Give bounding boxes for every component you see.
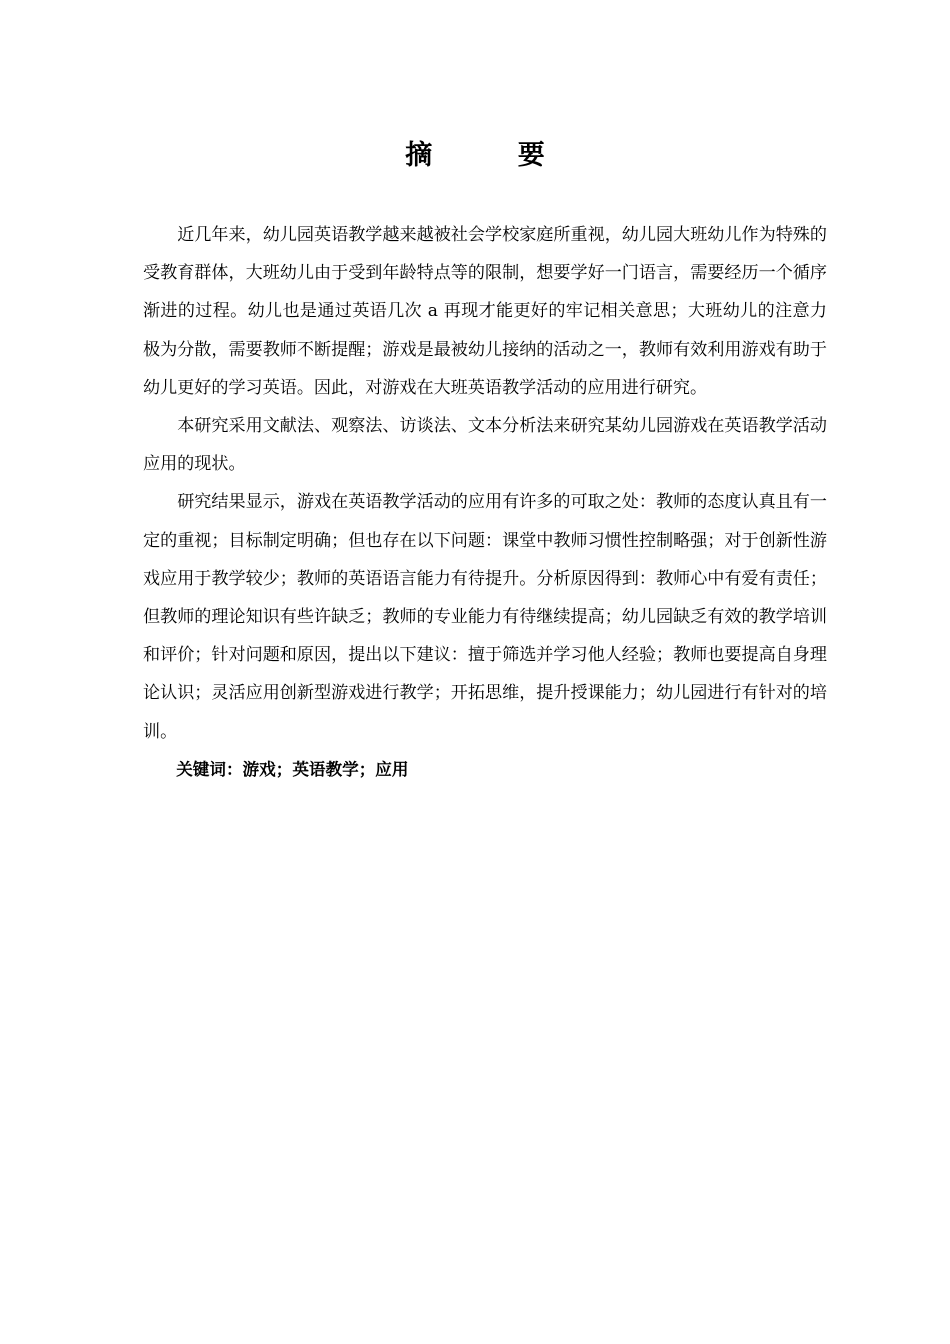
keywords-line: 关键词：游戏；英语教学；应用	[176, 759, 409, 779]
paragraph-2: 本研究采用文献法、观察法、访谈法、文本分析法来研究某幼儿园游戏在英语教学活动应用的现状。	[143, 416, 827, 475]
abstract-body	[143, 216, 827, 789]
page-title: 摘 要	[405, 140, 583, 171]
paragraph-3: 研究结果显示，游戏在英语教学活动的应用有许多的可取之处：教师的态度认真且有一定的重视；目标制定明确；但也存在以下问题：课堂中教师习惯性控制略强；对于创新性游戏应用于教学较少；教师的英语语言能力有待提升。分析原因得到：教师心中有爱有责任；但教师的理论知识有些许缺乏；教师的专业能力有待继续提高；幼儿园缺乏有效的教学培训和评价；针对问题和原因，提出以下建议：擅于筛选并学习他人经验；教师也要提高自身理论认识；灵活应用创新型游戏进行教学；开拓思维，提升授课能力；幼儿园进行有针对的培训。	[143, 492, 827, 742]
paragraph-1: 近几年来，幼儿园英语教学越来越被社会学校家庭所重视，幼儿园大班幼儿作为特殊的受教育群体，大班幼儿由于受到年龄特点等的限制，想要学好一门语言，需要经历一个循序渐进的过程。幼儿也是通过英语几次 a 再现才能更好的牢记相关意思；大班幼儿的注意力极为分散，需要教师不断提醒；游戏是最被幼儿接纳的活动之一，教师有效利用游戏有助于幼儿更好的学习英语。因此，对游戏在大班英语教学活动的应用进行研究。	[143, 225, 827, 398]
